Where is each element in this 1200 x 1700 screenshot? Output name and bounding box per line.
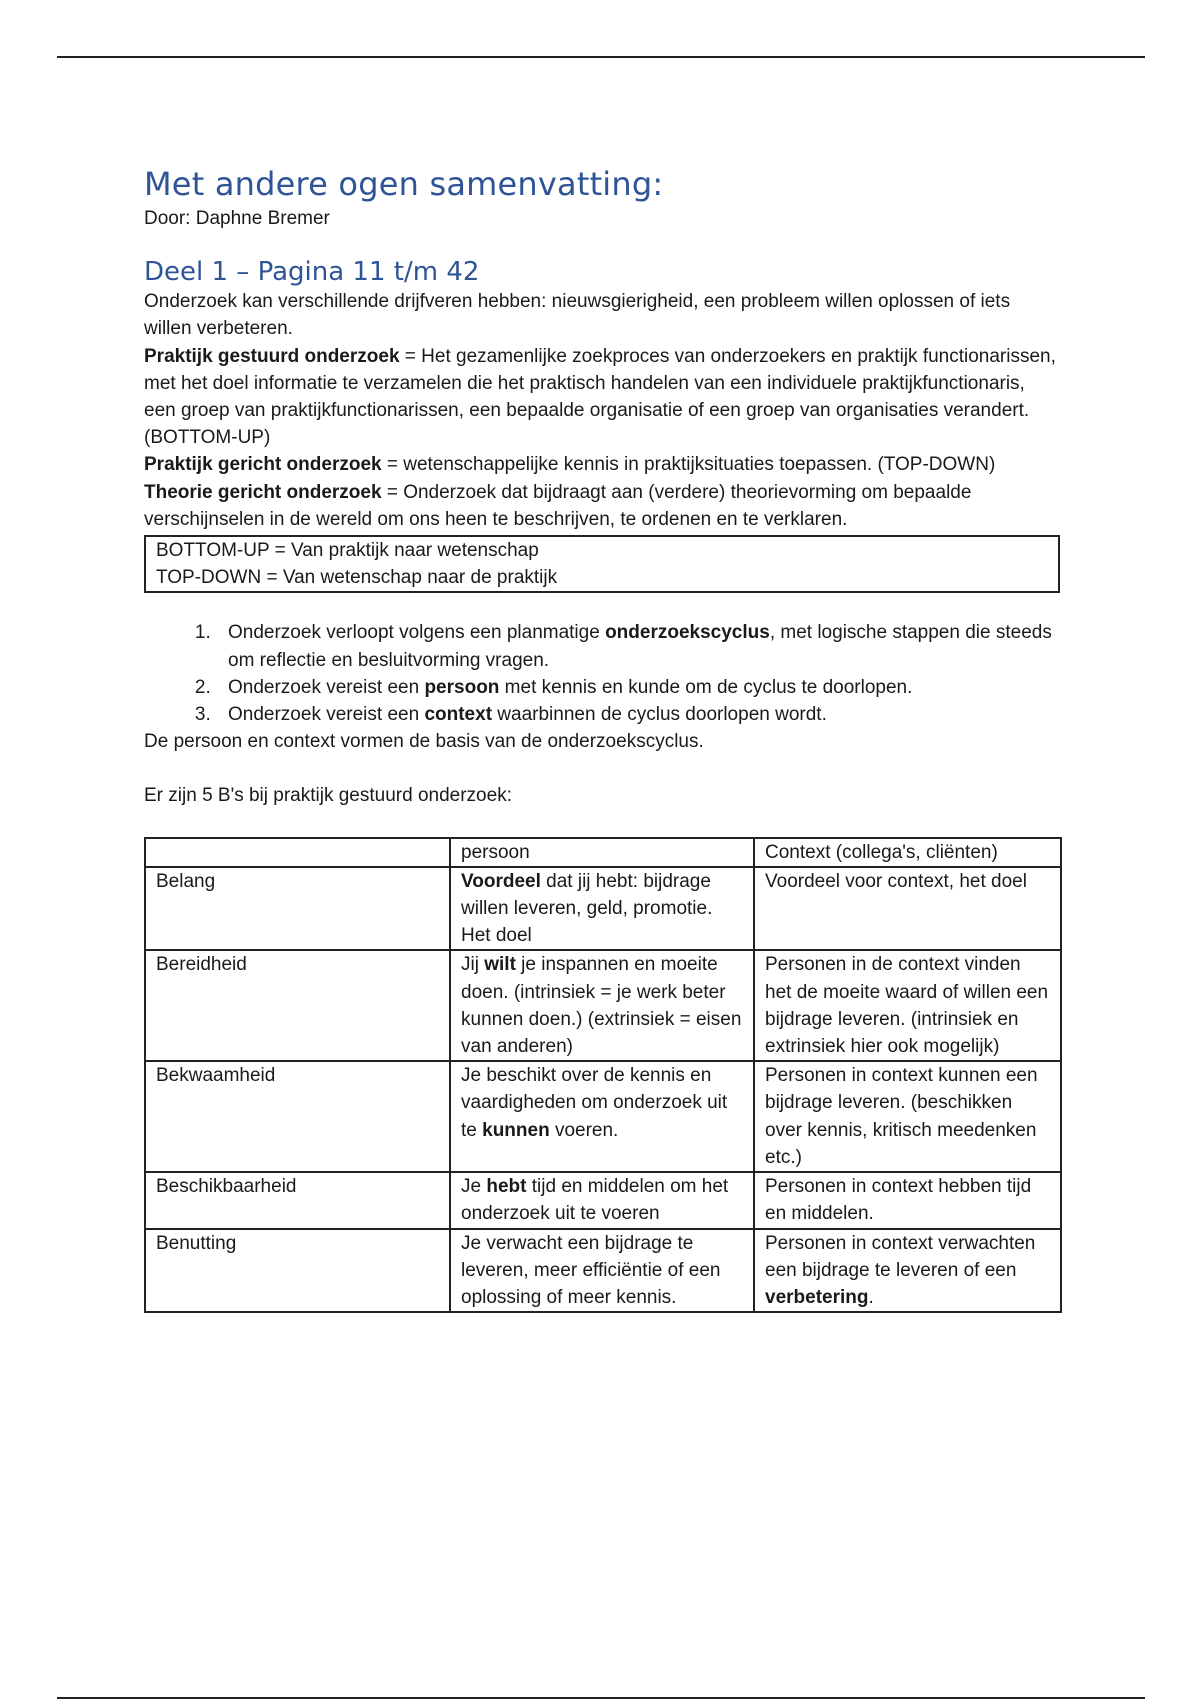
- row-label: Belang: [145, 867, 450, 951]
- after-list-paragraph: De persoon en context vormen de basis van de onderzoekscyclus.: [144, 731, 704, 753]
- byline: Door: Daphne Bremer: [144, 208, 330, 229]
- document-body: [144, 164, 1060, 1313]
- context-cell: Personen in context kunnen een bijdrage leveren. (beschikken over kennis, kritisch meedenken etc.): [754, 1061, 1061, 1172]
- table-row: [145, 1172, 1061, 1228]
- header-cell: [145, 838, 450, 867]
- list-text: met kennis en kunde om de cyclus te doorlopen.: [499, 676, 913, 698]
- persoon-cell: Je hebt tijd en middelen om het onderzoek uit te voeren: [450, 1172, 754, 1228]
- row-label: Benutting: [145, 1229, 450, 1313]
- box-line-bottom-up: BOTTOM-UP = Van praktijk naar wetenschap: [156, 540, 539, 562]
- row-label: Beschikbaarheid: [145, 1172, 450, 1228]
- definition-term: Praktijk gericht onderzoek: [144, 454, 382, 476]
- persoon-cell: Jij wilt je inspannen en moeite doen. (intrinsiek = je werk beter kunnen doen.) (extrinsiek = eisen van anderen): [450, 950, 754, 1061]
- table-header-row: [145, 838, 1061, 867]
- context-cell: Voordeel voor context, het doel: [754, 867, 1061, 951]
- persoon-cell: Je beschikt over de kennis en vaardigheden om onderzoek uit te kunnen voeren.: [450, 1061, 754, 1172]
- direction-box: [144, 535, 1060, 593]
- list-bold: context: [424, 704, 493, 726]
- list-text: Onderzoek vereist een: [228, 676, 425, 698]
- top-rule: [57, 56, 1145, 58]
- list-item: [216, 701, 1060, 728]
- definition-praktijk-gericht: [144, 451, 1060, 478]
- intro-paragraph: Onderzoek kan verschillende drijfveren hebben: nieuwsgierigheid, een probleem willen oplossen of iets willen verbeteren.: [144, 291, 1011, 340]
- header-cell: Context (collega's, cliënten): [754, 838, 1061, 867]
- header-cell: persoon: [450, 838, 754, 867]
- table-row: [145, 1061, 1061, 1172]
- row-label: Bereidheid: [145, 950, 450, 1061]
- list-item: [216, 674, 1060, 701]
- list-bold: persoon: [424, 676, 500, 698]
- list-text: Onderzoek vereist een: [228, 704, 425, 726]
- definition-term: Theorie gericht onderzoek: [144, 481, 382, 503]
- list-text: waarbinnen de cyclus doorlopen wordt.: [492, 704, 827, 726]
- box-line-top-down: TOP-DOWN = Van wetenschap naar de praktijk: [156, 567, 558, 589]
- section-heading: Deel 1 – Pagina 11 t/m 42: [144, 257, 480, 288]
- table-row: [145, 1229, 1061, 1313]
- table-row: [145, 867, 1061, 951]
- list-text: Onderzoek verloopt volgens een planmatige: [228, 622, 606, 644]
- context-cell: Personen in context hebben tijd en middelen.: [754, 1172, 1061, 1228]
- definition-term: Praktijk gestuurd onderzoek: [144, 345, 400, 367]
- list-text: , met logische stappen die steeds om reflectie en besluitvorming vragen.: [228, 622, 1052, 671]
- persoon-cell: Voordeel dat jij hebt: bijdrage willen leveren, geld, promotie. Het doel: [450, 867, 754, 951]
- context-cell: Personen in context verwachten een bijdrage te leveren of een verbetering.: [754, 1229, 1061, 1313]
- definition-text: = Onderzoek dat bijdraagt aan (verdere) theorievorming om bepaalde verschijnselen in de wereld om ons heen te beschrijven, te ordenen en te verklaren.: [144, 481, 972, 530]
- definition-text: = wetenschappelijke kennis in praktijksituaties toepassen. (TOP-DOWN): [381, 454, 996, 476]
- numbered-list: [144, 619, 1060, 728]
- table-intro: Er zijn 5 B's bij praktijk gestuurd onderzoek:: [144, 785, 512, 807]
- persoon-cell: Je verwacht een bijdrage te leveren, meer efficiëntie of een oplossing of meer kennis.: [450, 1229, 754, 1313]
- context-cell: Personen in de context vinden het de moeite waard of willen een bijdrage leveren. (intrinsiek en extrinsiek hier ook mogelijk): [754, 950, 1061, 1061]
- definition-praktijk-gestuurd: [144, 343, 1060, 452]
- bottom-rule: [57, 1697, 1145, 1699]
- document-title: Met andere ogen samenvatting:: [144, 165, 664, 203]
- row-label: Bekwaamheid: [145, 1061, 450, 1172]
- list-item: [216, 619, 1060, 673]
- definition-theorie-gericht: [144, 479, 1060, 533]
- table-row: [145, 950, 1061, 1061]
- list-bold: onderzoekscyclus: [605, 622, 770, 644]
- five-b-table: [144, 837, 1062, 1313]
- definition-text: = Het gezamenlijke zoekproces van onderzoekers en praktijk functionarissen, met het doel informatie te verzamelen die het praktisch handelen van een individuele praktijkfunctionaris, een groep van praktijkfunctionarissen, een bepaalde organisatie of een groep van organisaties verandert. (BOTTOM-UP): [144, 345, 1056, 449]
